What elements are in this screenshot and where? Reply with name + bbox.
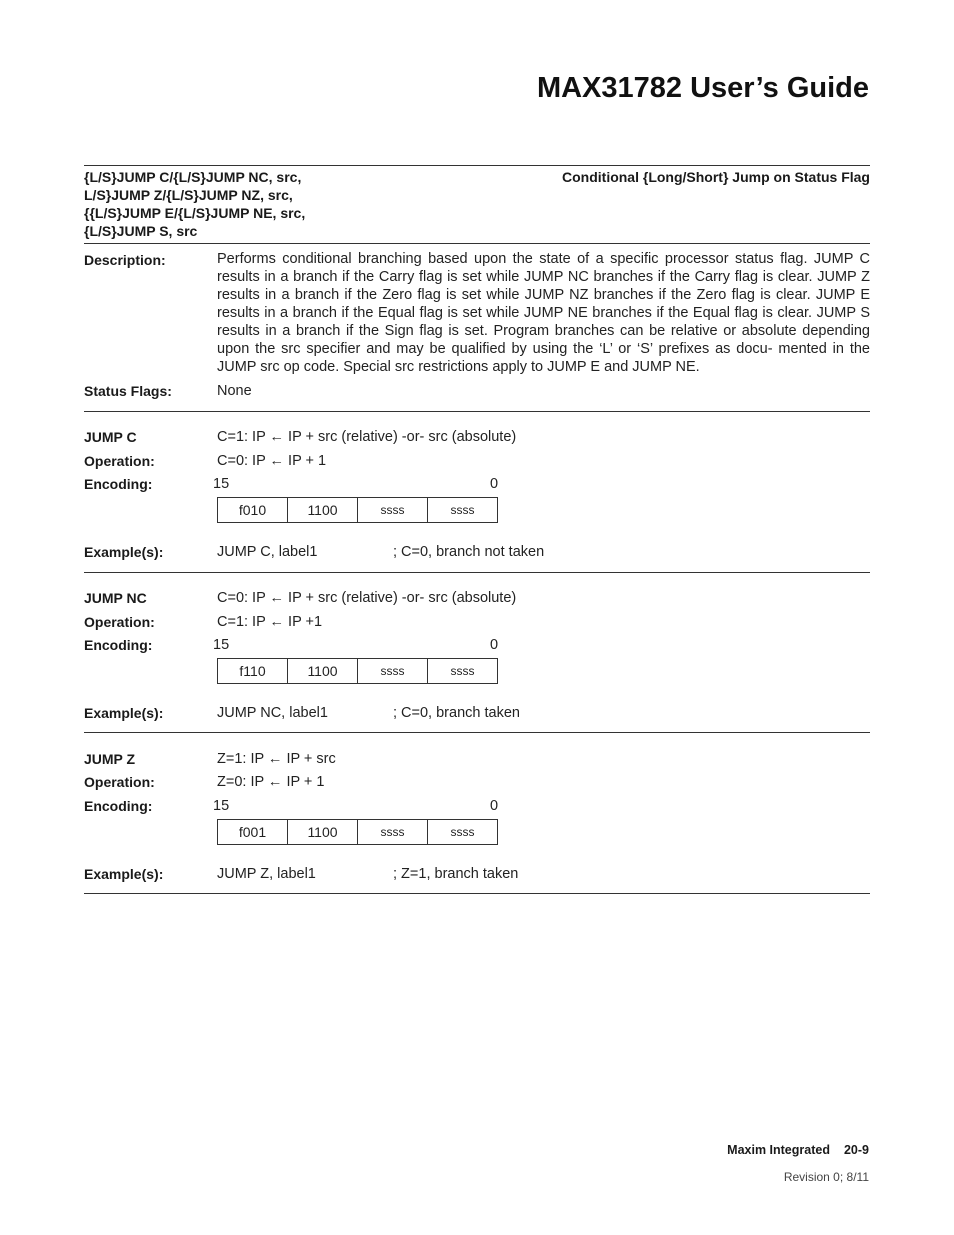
encoding-field: ssss	[427, 659, 497, 683]
encoding-label: Encoding:	[84, 637, 153, 653]
instruction-syntax	[84, 168, 305, 240]
examples-label: Example(s):	[84, 544, 164, 560]
bit-high: 15	[213, 637, 230, 653]
encoding-field: ssss	[357, 820, 427, 844]
syntax-line: {L/S}JUMP C/{L/S}JUMP NC, src,	[84, 169, 302, 185]
operation-line: C=0: IP ← IP + 1	[217, 453, 327, 469]
encoding-field: ssss	[357, 498, 427, 522]
operation-line: Z=1: IP ← IP + src	[217, 751, 336, 767]
example-comment: ; Z=1, branch taken	[393, 866, 519, 882]
encoding-field: ssss	[427, 820, 497, 844]
operation-line: Z=0: IP ← IP + 1	[217, 774, 325, 790]
encoding-field: f010	[238, 502, 267, 518]
status-flags-value: None	[217, 383, 252, 399]
examples-label: Example(s):	[84, 705, 164, 721]
section-title: JUMP Z	[84, 751, 136, 767]
encoding-field: 1100	[287, 498, 357, 522]
footer-company: Maxim Integrated	[727, 1143, 830, 1157]
bit-low: 0	[490, 798, 499, 814]
description-label: Description:	[84, 252, 166, 268]
footer-company-page	[727, 1143, 869, 1157]
instruction-summary: Conditional {Long/Short} Jump on Status Flag	[562, 169, 870, 185]
syntax-line: {L/S}JUMP S, src	[84, 223, 198, 239]
description-text: Performs conditional branching based upon the state of a specific processor status flag. JUMP C results in a branch if the Carry flag is set while JUMP NC branches if the Carry flag is clear. JUMP Z results in a branch if the Zero flag is set while JUMP NZ branches if the Zero flag is clear. JUMP E results in a branch if the Equal flag is set while JUMP NE branches if the Equal flag is clear. JUMP S results in a branch if the Sign flag is set. Program branches can be relative or absolute depending upon the src specifier and may be qualified by using the ‘L’ or ‘S’ prefixes as docu- mented in the JUMP src op code. Special src restrictions apply to JUMP E and JUMP NE.	[217, 251, 870, 375]
example-comment: ; C=0, branch not taken	[393, 544, 545, 560]
encoding-field: ssss	[357, 659, 427, 683]
operation-line: C=1: IP ← IP + src (relative) -or- src (absolute)	[217, 429, 517, 445]
operation-line: C=1: IP ← IP +1	[217, 614, 323, 630]
document-title: MAX31782 User’s Guide	[536, 72, 869, 104]
operation-label: Operation:	[84, 774, 155, 790]
encoding-field: f001	[238, 824, 267, 840]
encoding-field: 1100	[287, 659, 357, 683]
footer-revision: Revision 0; 8/11	[783, 1170, 869, 1184]
operation-label: Operation:	[84, 614, 155, 630]
encoding-table	[217, 497, 498, 523]
syntax-line: {{L/S}JUMP E/{L/S}JUMP NE, src,	[84, 205, 306, 221]
bit-high: 15	[213, 798, 230, 814]
divider	[84, 732, 870, 733]
page-number: 20-9	[843, 1143, 869, 1157]
divider	[84, 893, 870, 894]
section-title: JUMP C	[84, 429, 137, 445]
operation-label: Operation:	[84, 453, 155, 469]
status-flags-label: Status Flags:	[84, 383, 172, 399]
encoding-table	[217, 819, 498, 845]
example-code: JUMP C, label1	[217, 544, 318, 560]
divider	[84, 572, 870, 573]
encoding-label: Encoding:	[84, 476, 153, 492]
encoding-field: 1100	[287, 820, 357, 844]
bit-low: 0	[490, 476, 499, 492]
syntax-line: L/S}JUMP Z/{L/S}JUMP NZ, src,	[84, 187, 293, 203]
operation-line: C=0: IP ← IP + src (relative) -or- src (absolute)	[217, 590, 517, 606]
section-title: JUMP NC	[84, 590, 147, 606]
encoding-label: Encoding:	[84, 798, 153, 814]
divider	[84, 165, 870, 166]
examples-label: Example(s):	[84, 866, 164, 882]
bit-low: 0	[490, 637, 499, 653]
example-code: JUMP NC, label1	[217, 705, 328, 721]
example-comment: ; C=0, branch taken	[393, 705, 520, 721]
example-code: JUMP Z, label1	[217, 866, 316, 882]
encoding-table	[217, 658, 498, 684]
encoding-field: f110	[239, 663, 266, 679]
bit-high: 15	[213, 476, 230, 492]
divider	[84, 243, 870, 244]
divider	[84, 411, 870, 412]
encoding-field: ssss	[427, 498, 497, 522]
